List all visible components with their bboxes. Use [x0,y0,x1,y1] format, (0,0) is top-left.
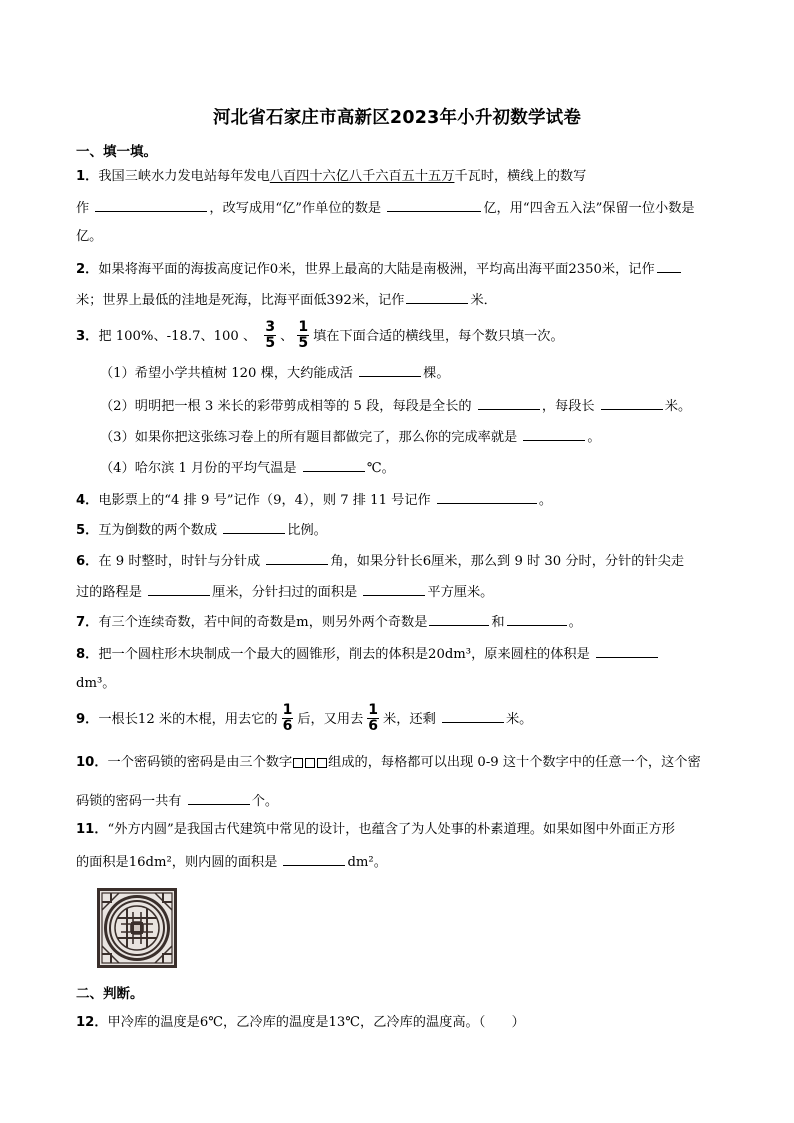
question-10-line-1 [76,754,701,772]
question-12 [76,1014,525,1032]
question-text: 电影票上的“4 排 9 号”记作（9，4），则 7 排 11 号记作 [98,493,431,508]
question-text: 的面积是16dm²，则内圆的面积是 [76,855,278,870]
fraction-one-fifth [297,320,309,351]
question-text: 米． [470,293,497,308]
answer-blank[interactable] [406,290,468,304]
answer-blank[interactable] [95,198,207,212]
question-text: （3）如果你把这张练习卷上的所有题目都做完了，那么你的完成率就是 [100,430,518,445]
question-5 [76,520,327,540]
answer-blank[interactable] [429,612,489,626]
question-text: 。 [538,493,553,508]
section-heading-judge: 二、判断。 [76,986,144,1002]
digit-box-icon [293,758,303,768]
section-heading-fill: 一、填一填。 [76,144,157,160]
fraction-one-sixth [367,703,379,734]
question-3-sub-2 [100,396,691,416]
question-3-sub-1 [100,363,450,383]
question-text: 亿。 [76,229,103,244]
digit-box-icon [317,758,327,768]
fraction-denominator: 5 [298,335,309,351]
question-10-line-2 [76,791,278,811]
question-number: 12． [76,1015,108,1030]
page-title: 河北省石家庄市高新区2023年小升初数学试卷 [212,108,582,128]
underlined-number: 八百四十六亿八千六百五十五万 [269,169,455,184]
fraction-denominator: 6 [368,718,379,734]
answer-blank[interactable] [657,259,681,273]
question-6-line-2 [76,582,493,602]
question-number: 10． [76,755,108,770]
question-text: 过的路程是 [76,585,142,600]
question-6-line-1 [76,551,684,571]
question-text: 组成的，每格都可以出现 0-9 这十个数字中的任意一个，这个密 [328,755,701,770]
question-text: 米；世界上最低的洼地是死海，比海平面低392米，记作 [76,293,405,308]
question-text: ，改写成用“亿”作单位的数是 [209,201,382,216]
question-text: 后，又用去 [297,712,364,727]
fraction-one-sixth [282,703,294,734]
answer-blank[interactable] [188,791,250,805]
question-text: 。 [587,430,601,445]
answer-blank[interactable] [442,709,504,723]
question-text: 米。 [506,712,533,727]
question-text: 互为倒数的两个数成 [98,523,218,538]
answer-blank[interactable] [303,458,365,472]
fraction-numerator: 1 [282,702,293,718]
answer-blank[interactable] [283,852,345,866]
question-3-line-1 [76,321,564,352]
question-text: 和 [491,615,505,630]
answer-blank[interactable] [148,582,210,596]
question-text: 把 100%、-18.7、100 、 [98,329,257,344]
question-number: 9． [76,712,99,727]
question-text: 角，如果分针长6厘米，那么到 9 时 30 分时，分针的针尖走 [330,554,685,569]
question-number: 6． [76,554,99,569]
question-9 [76,704,532,736]
question-text: “外方内圆”是我国古代建筑中常见的设计，也蕴含了为人处事的朴素道理。如果如图中外面正方形 [107,822,675,837]
question-text: 填在下面合适的横线里，每个数只填一次。 [313,329,564,344]
fraction-numerator: 1 [298,319,309,335]
question-8-line-2 [76,675,115,693]
fraction-numerator: 3 [265,319,276,335]
question-number: 3． [76,329,99,344]
question-text: 厘米，分针扫过的面积是 [212,585,358,600]
answer-blank[interactable] [523,427,585,441]
answer-blank[interactable] [363,582,425,596]
question-text: 甲冷库的温度是6℃，乙冷库的温度是13℃，乙冷库的温度高。（ ） [107,1015,525,1030]
question-text: 比例。 [287,523,327,538]
question-text: 码锁的密码一共有 [76,794,182,809]
question-number: 2． [76,262,99,277]
question-3-sub-3 [100,427,601,447]
question-text: ℃。 [366,461,395,476]
question-text: 我国三峡水力发电站每年发电 [98,169,270,184]
question-number: 1． [76,169,99,184]
question-1-line-1 [76,168,586,186]
fraction-three-fifths [264,320,276,351]
question-1-line-3 [76,228,102,246]
question-text: （1）希望小学共植树 120 棵，大约能成活 [100,366,353,381]
question-text: （2）明明把一根 3 米长的彩带剪成相等的 5 段，每段是全长的 [100,399,472,414]
question-text: 如果将海平面的海拔高度记作0米，世界上最高的大陆是南极洲，平均高出海平面2350米，记作 [98,262,655,277]
question-text: 米，还剩 [383,712,436,727]
question-text: 个。 [251,794,279,809]
question-text: 把一个圆柱形木块制成一个最大的圆锥形，削去的体积是20dm³，原来圆柱的体积是 [98,647,590,662]
question-11-line-1 [76,821,675,839]
question-2-line-1 [76,259,683,279]
question-1-line-2 [76,198,695,218]
answer-blank[interactable] [478,396,540,410]
question-text: 一个密码锁的密码是由三个数字 [107,755,293,770]
question-2-line-2 [76,290,497,310]
question-text: 平方厘米。 [427,585,494,600]
question-text: 亿，用“四舍五入法”保留一位小数是 [483,201,695,216]
question-11-line-2 [76,852,387,872]
question-number: 7． [76,615,99,630]
answer-blank[interactable] [223,520,285,534]
question-text: 千瓦时，横线上的数写 [454,169,587,184]
answer-blank[interactable] [266,551,328,565]
question-text: 在 9 时整时，时针与分针成 [98,554,261,569]
question-8-line-1 [76,644,660,664]
question-4 [76,490,552,510]
answer-blank[interactable] [601,396,663,410]
question-text: （4）哈尔滨 1 月份的平均气温是 [100,461,297,476]
question-number: 11． [76,822,108,837]
question-text: 。 [568,615,582,630]
question-text: 有三个连续奇数，若中间的奇数是m，则另外两个奇数是 [98,615,428,630]
square-with-circle-lattice-icon [97,888,177,968]
question-text: 、 [280,329,294,344]
question-text: dm³。 [76,676,116,691]
answer-blank[interactable] [507,612,567,626]
fraction-denominator: 5 [265,335,276,351]
digit-box-icon [305,758,315,768]
question-number: 5． [76,523,99,538]
question-text: ，每段长 [541,399,595,414]
answer-blank[interactable] [359,363,421,377]
question-number: 8． [76,647,99,662]
question-7 [76,612,582,632]
question-text: 米。 [664,399,692,414]
answer-blank[interactable] [387,198,481,212]
fraction-denominator: 6 [282,718,293,734]
question-number: 4． [76,493,99,508]
answer-blank[interactable] [437,490,537,504]
fraction-numerator: 1 [368,702,379,718]
question-text: 一根长12 米的木棍，用去它的 [98,712,278,727]
question-text: 棵。 [423,366,450,381]
question-text: 作 [76,201,90,216]
question-3-sub-4 [100,458,395,478]
question-text: dm²。 [347,855,387,870]
answer-blank[interactable] [596,644,658,658]
